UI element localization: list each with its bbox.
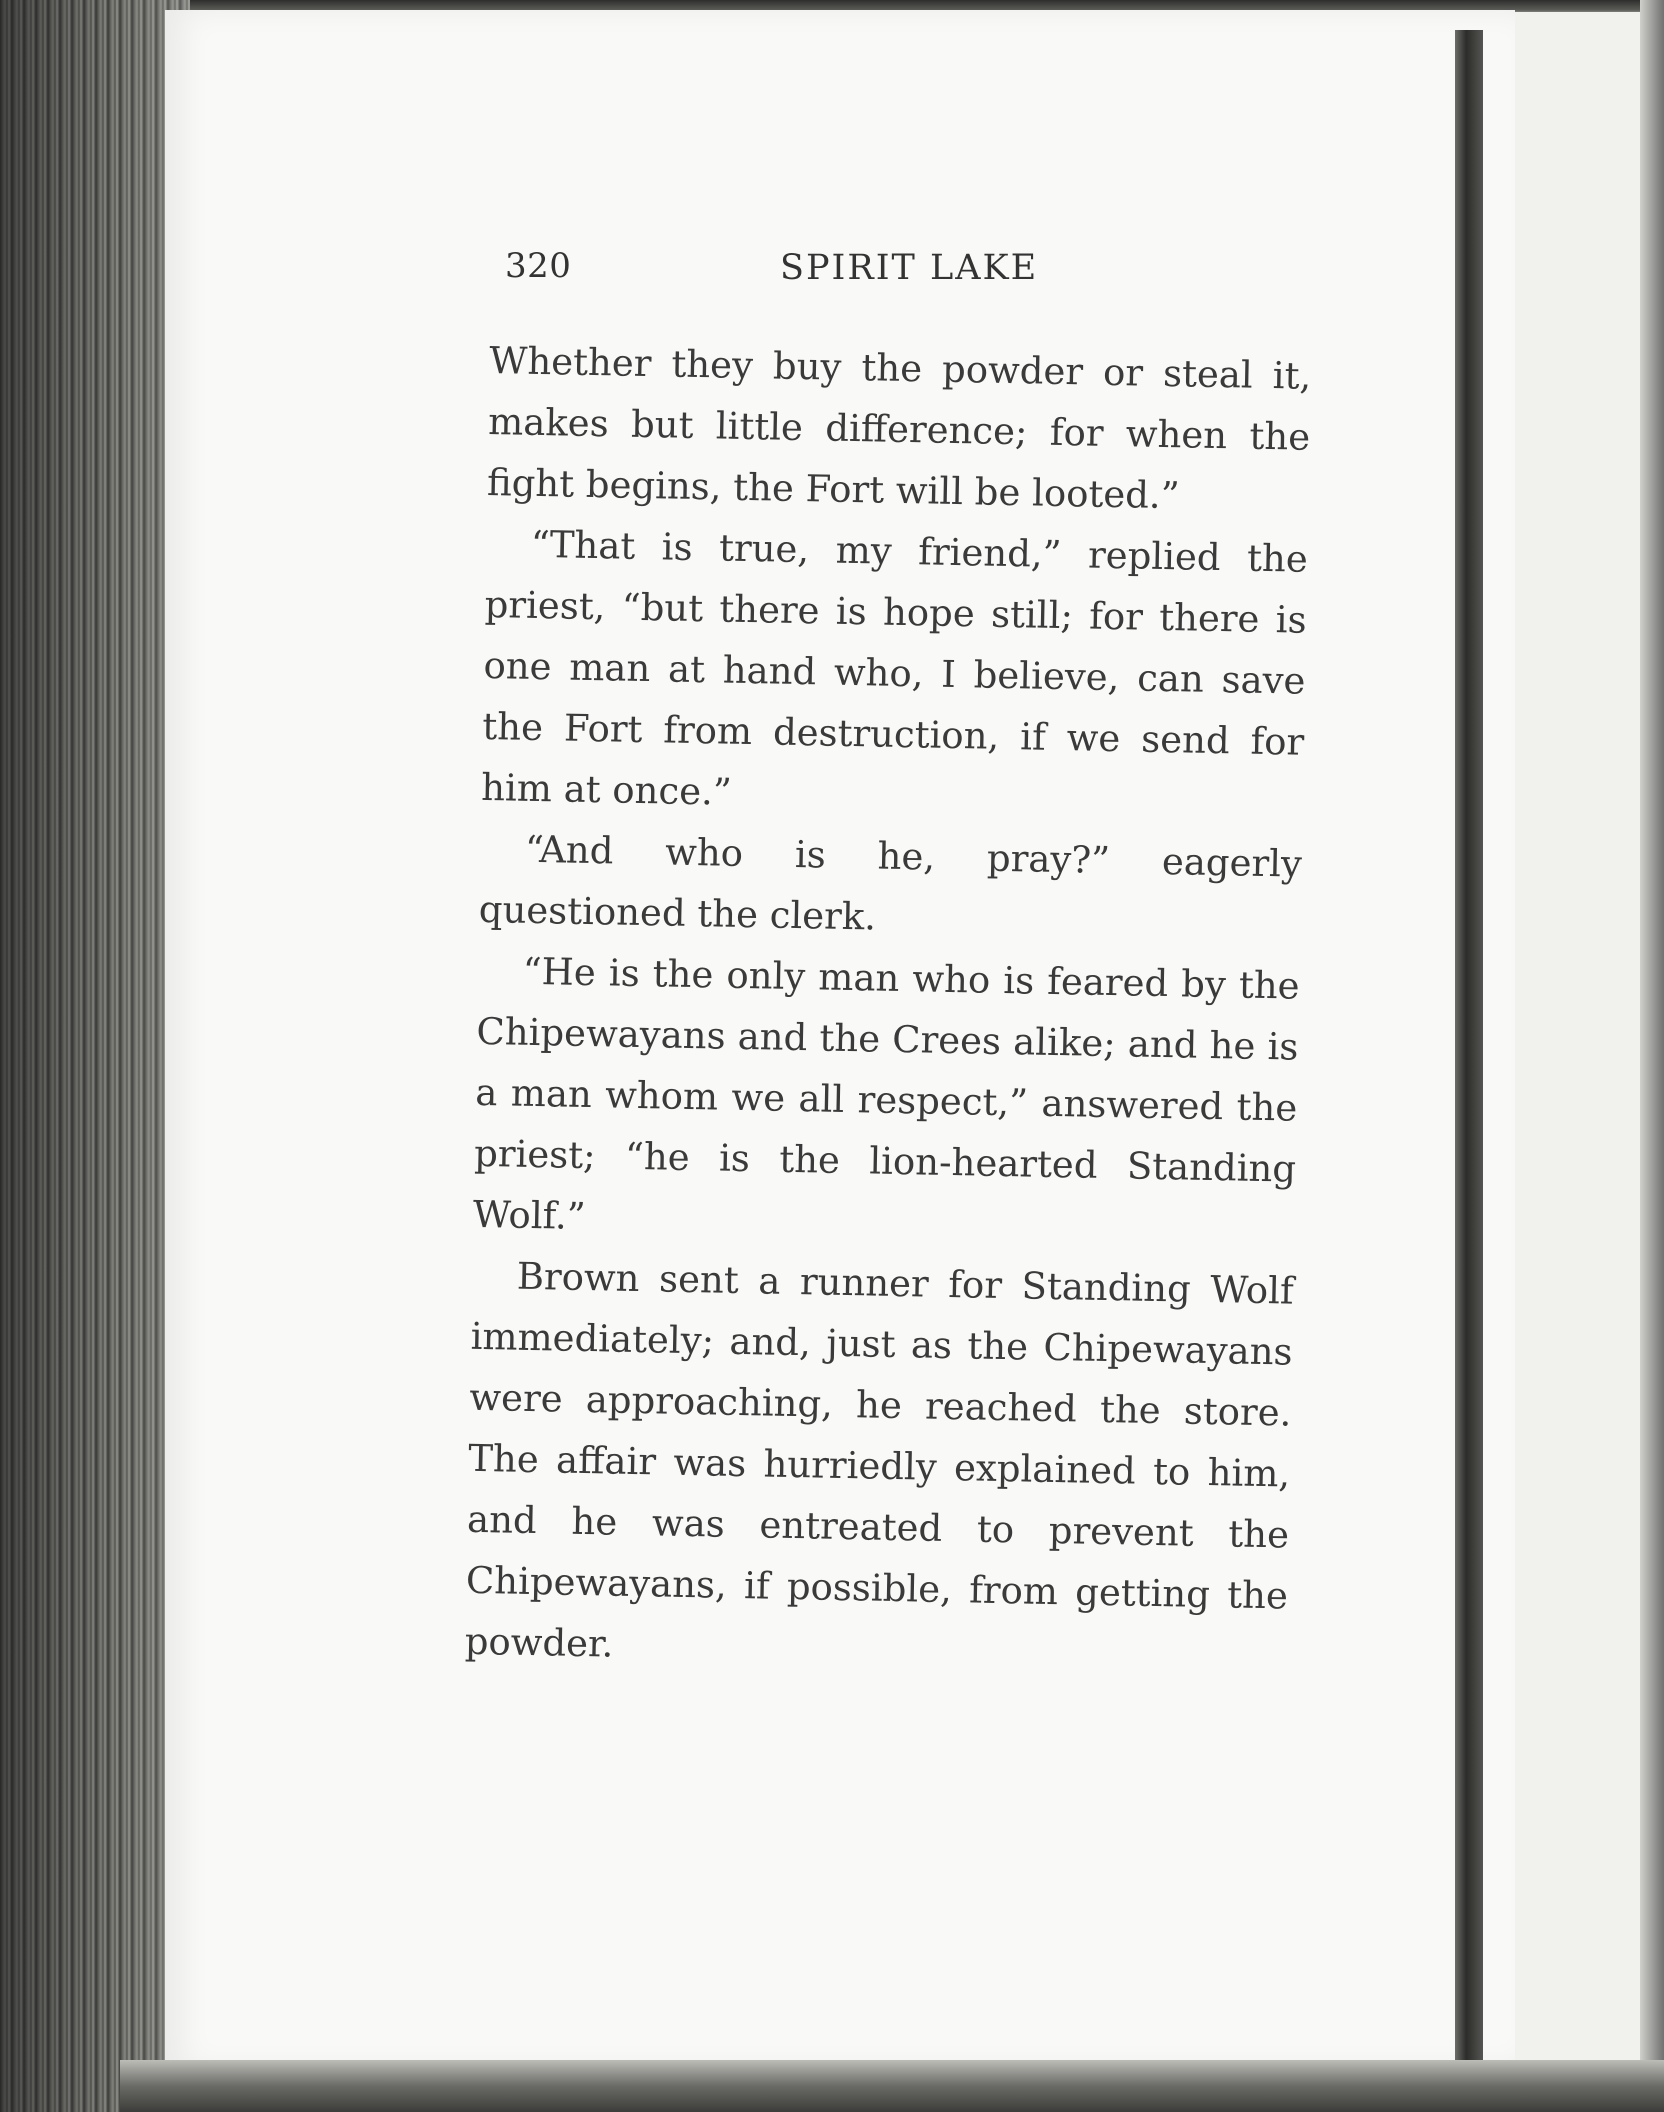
paragraph: “And who is he, pray?” eagerly questioned the clerk. [478, 827, 1303, 939]
paragraph: “That is true, my friend,” replied the priest, “but there is hope still; for there is one man at hand who, I believe, can save the Fort from destruction, if we send for him at once.” [480, 522, 1309, 814]
paragraph: Brown sent a runner for Standing Wolf immediately; and, just as the Chipewayans were approaching, he reached the store. The affair was hurriedly explained to him, and he was entreated to prevent the Chipewayans, if possible, from getting the powder. [464, 1254, 1295, 1666]
facing-page-edge [1640, 0, 1664, 2112]
page-number: 320 [505, 246, 572, 286]
page-body [464, 330, 1312, 1688]
paragraph: “He is the only man who is feared by the Chipewayans and the Crees alike; and he is a man whom we all respect,” answered the priest; “he is the lion-hearted Standing Wolf.” [472, 949, 1300, 1238]
paragraph: Whether they buy the powder or steal it, makes but little difference; for when the fight begins, the Fort will be looted.” [486, 338, 1312, 518]
page-header [505, 246, 1325, 306]
running-head: SPIRIT LAKE [780, 248, 1039, 288]
book-bottom-edge [120, 2060, 1664, 2112]
book-gutter [1455, 30, 1483, 2060]
book-page-edges [0, 0, 190, 2112]
